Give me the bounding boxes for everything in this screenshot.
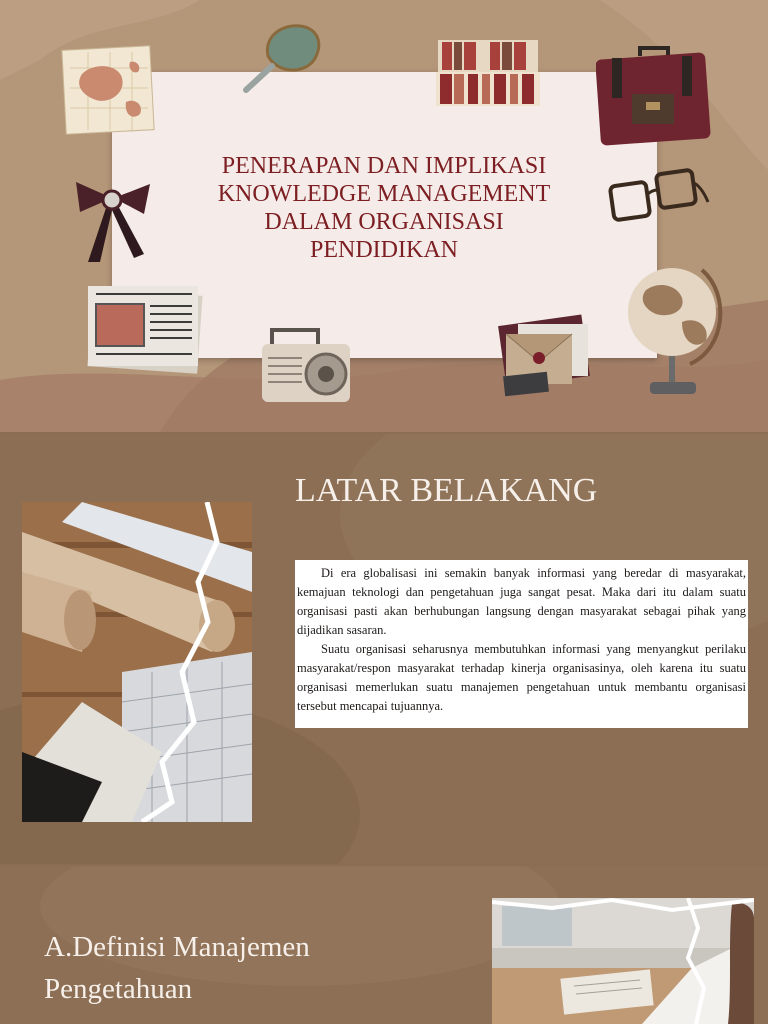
newspaper-icon <box>86 282 204 374</box>
glasses-icon <box>606 162 710 224</box>
latar-belakang-textbox <box>295 560 748 728</box>
desk-photo <box>492 898 754 1024</box>
map-icon <box>60 44 156 136</box>
globe-icon <box>626 256 730 400</box>
envelope-icon <box>496 314 592 398</box>
paragraph-1: Di era globalisasi ini semakin banyak informasi yang beredar di masyarakat, kemajuan teknologi dan pengetahuan juga sangat pesat. Maka dari itu dalam suatu organisasi pasti akan berhubungan langsung dengan masyarakat sebagai pihak yang dijadikan sasaran. <box>297 566 746 637</box>
books-icon <box>434 38 542 108</box>
presentation-title: PENERAPAN DAN IMPLIKASI KNOWLEDGE MANAGEMENT DALAM ORGANISASI PENDIDIKAN <box>217 153 551 263</box>
author-byline: BY: KELOMPOK 1 <box>321 306 447 320</box>
radio-icon <box>258 322 354 406</box>
paper-rolls-photo <box>22 502 252 822</box>
section-heading-definisi: A.Definisi Manajemen Pengetahuan <box>44 931 310 1005</box>
hand-fan-icon <box>238 22 324 94</box>
title-slide <box>0 0 768 432</box>
suitcase-icon <box>596 46 714 146</box>
paragraph-2: Suatu organisasi seharusnya membutuhkan informasi yang menyangkut perilaku masyarakat/respon masyarakat terhadap kinerja organisasinya, oleh karena itu suatu organisasi memerlukan suatu manajemen pengetahuan untuk membantu organisasi tersebut mencapai tujuannya. <box>297 642 746 713</box>
bow-icon <box>74 178 152 266</box>
section-heading-latar-belakang: LATAR BELAKANG <box>295 472 598 509</box>
